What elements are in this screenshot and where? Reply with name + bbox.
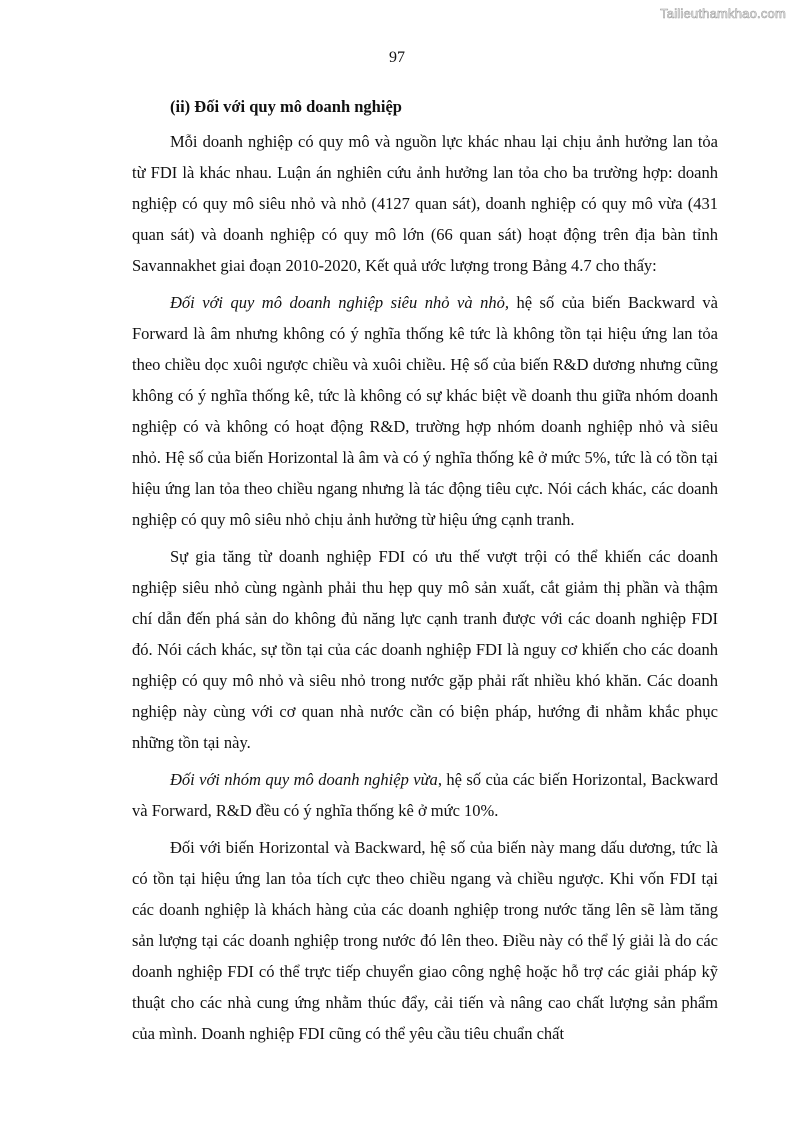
- watermark-text: Tailieuthamkhao.com: [660, 6, 786, 21]
- paragraph-fdi-competition: [132, 541, 718, 758]
- paragraph-medium-firms: [132, 764, 718, 826]
- paragraph-text: , hệ số của các biến Horizontal, Backward và Forward, R&D đều có ý nghĩa thống kê ở mức 10%.: [132, 770, 718, 820]
- paragraph-lead: Đối với nhóm quy mô doanh nghiệp vừa: [170, 770, 438, 789]
- paragraph-horizontal-backward: [132, 832, 718, 1049]
- page-number: 97: [389, 49, 405, 66]
- paragraph-text: Đối với biến Horizontal và Backward, hệ số của biến này mang dấu dương, tức là có tồn tại hiệu ứng lan tỏa tích cực theo chiều ngang và chiều ngược. Khi vốn FDI tại các doanh nghiệp là khách hàng của các doanh nghiệp trong nước tăng lên sẽ làm tăng sản lượng tại các doanh nghiệp trong nước đó lên theo. Điều này có thể lý giải là do các doanh nghiệp FDI có thể trực tiếp chuyển giao công nghệ hoặc hỗ trợ các giải pháp kỹ thuật cho các nhà cung ứng nhằm thúc đẩy, cải tiến và nâng cao chất lượng sản phẩm của mình. Doanh nghiệp FDI cũng có thể yêu cầu tiêu chuẩn chất: [132, 838, 718, 1043]
- paragraph-text: Sự gia tăng từ doanh nghiệp FDI có ưu thế vượt trội có thể khiến các doanh nghiệp siêu nhỏ cùng ngành phải thu hẹp quy mô sản xuất, cắt giảm thị phần và thậm chí dẫn đến phá sản do không đủ năng lực cạnh tranh được với các doanh nghiệp FDI đó. Nói cách khác, sự tồn tại của các doanh nghiệp FDI là nguy cơ khiến cho các doanh nghiệp có quy mô nhỏ và siêu nhỏ trong nước gặp phải rất nhiều khó khăn. Các doanh nghiệp này cùng với cơ quan nhà nước cần có biện pháp, hướng đi nhằm khắc phục những tồn tại này.: [132, 547, 718, 752]
- paragraph-text: Mỗi doanh nghiệp có quy mô và nguồn lực khác nhau lại chịu ảnh hưởng lan tỏa từ FDI là khác nhau. Luận án nghiên cứu ảnh hưởng lan tỏa cho ba trường hợp: doanh nghiệp có quy mô siêu nhỏ và nhỏ (4127 quan sát), doanh nghiệp có quy mô vừa (431 quan sát) và doanh nghiệp có quy mô lớn (66 quan sát) hoạt động trên địa bàn tỉnh Savannakhet giai đoạn 2010-2020, Kết quả ước lượng trong Bảng 4.7 cho thấy:: [132, 132, 718, 275]
- paragraph-text: hệ số của biến Backward và Forward là âm nhưng không có ý nghĩa thống kê tức là không tồn tại hiệu ứng lan tỏa theo chiều dọc xuôi ngược chiều và xuôi chiều. Hệ số của biến R&D dương nhưng cũng không có ý nghĩa thống kê, tức là không có sự khác biệt về doanh thu giữa nhóm doanh nghiệp có và không có hoạt động R&D, trường hợp nhóm doanh nghiệp nhỏ và siêu nhỏ. Hệ số của biến Horizontal là âm và có ý nghĩa thống kê ở mức 5%, tức là có tồn tại hiệu ứng lan tỏa theo chiều ngang nhưng là tác động tiêu cực. Nói cách khác, các doanh nghiệp có quy mô siêu nhỏ chịu ảnh hưởng từ hiệu ứng cạnh tranh.: [132, 293, 718, 529]
- paragraph-lead: Đối với quy mô doanh nghiệp siêu nhỏ và nhỏ,: [170, 293, 509, 312]
- paragraph-small-firms: [132, 287, 718, 535]
- document-body: [132, 92, 718, 1055]
- paragraph-intro: [132, 126, 718, 281]
- section-heading: (ii) Đối với quy mô doanh nghiệp: [170, 97, 402, 116]
